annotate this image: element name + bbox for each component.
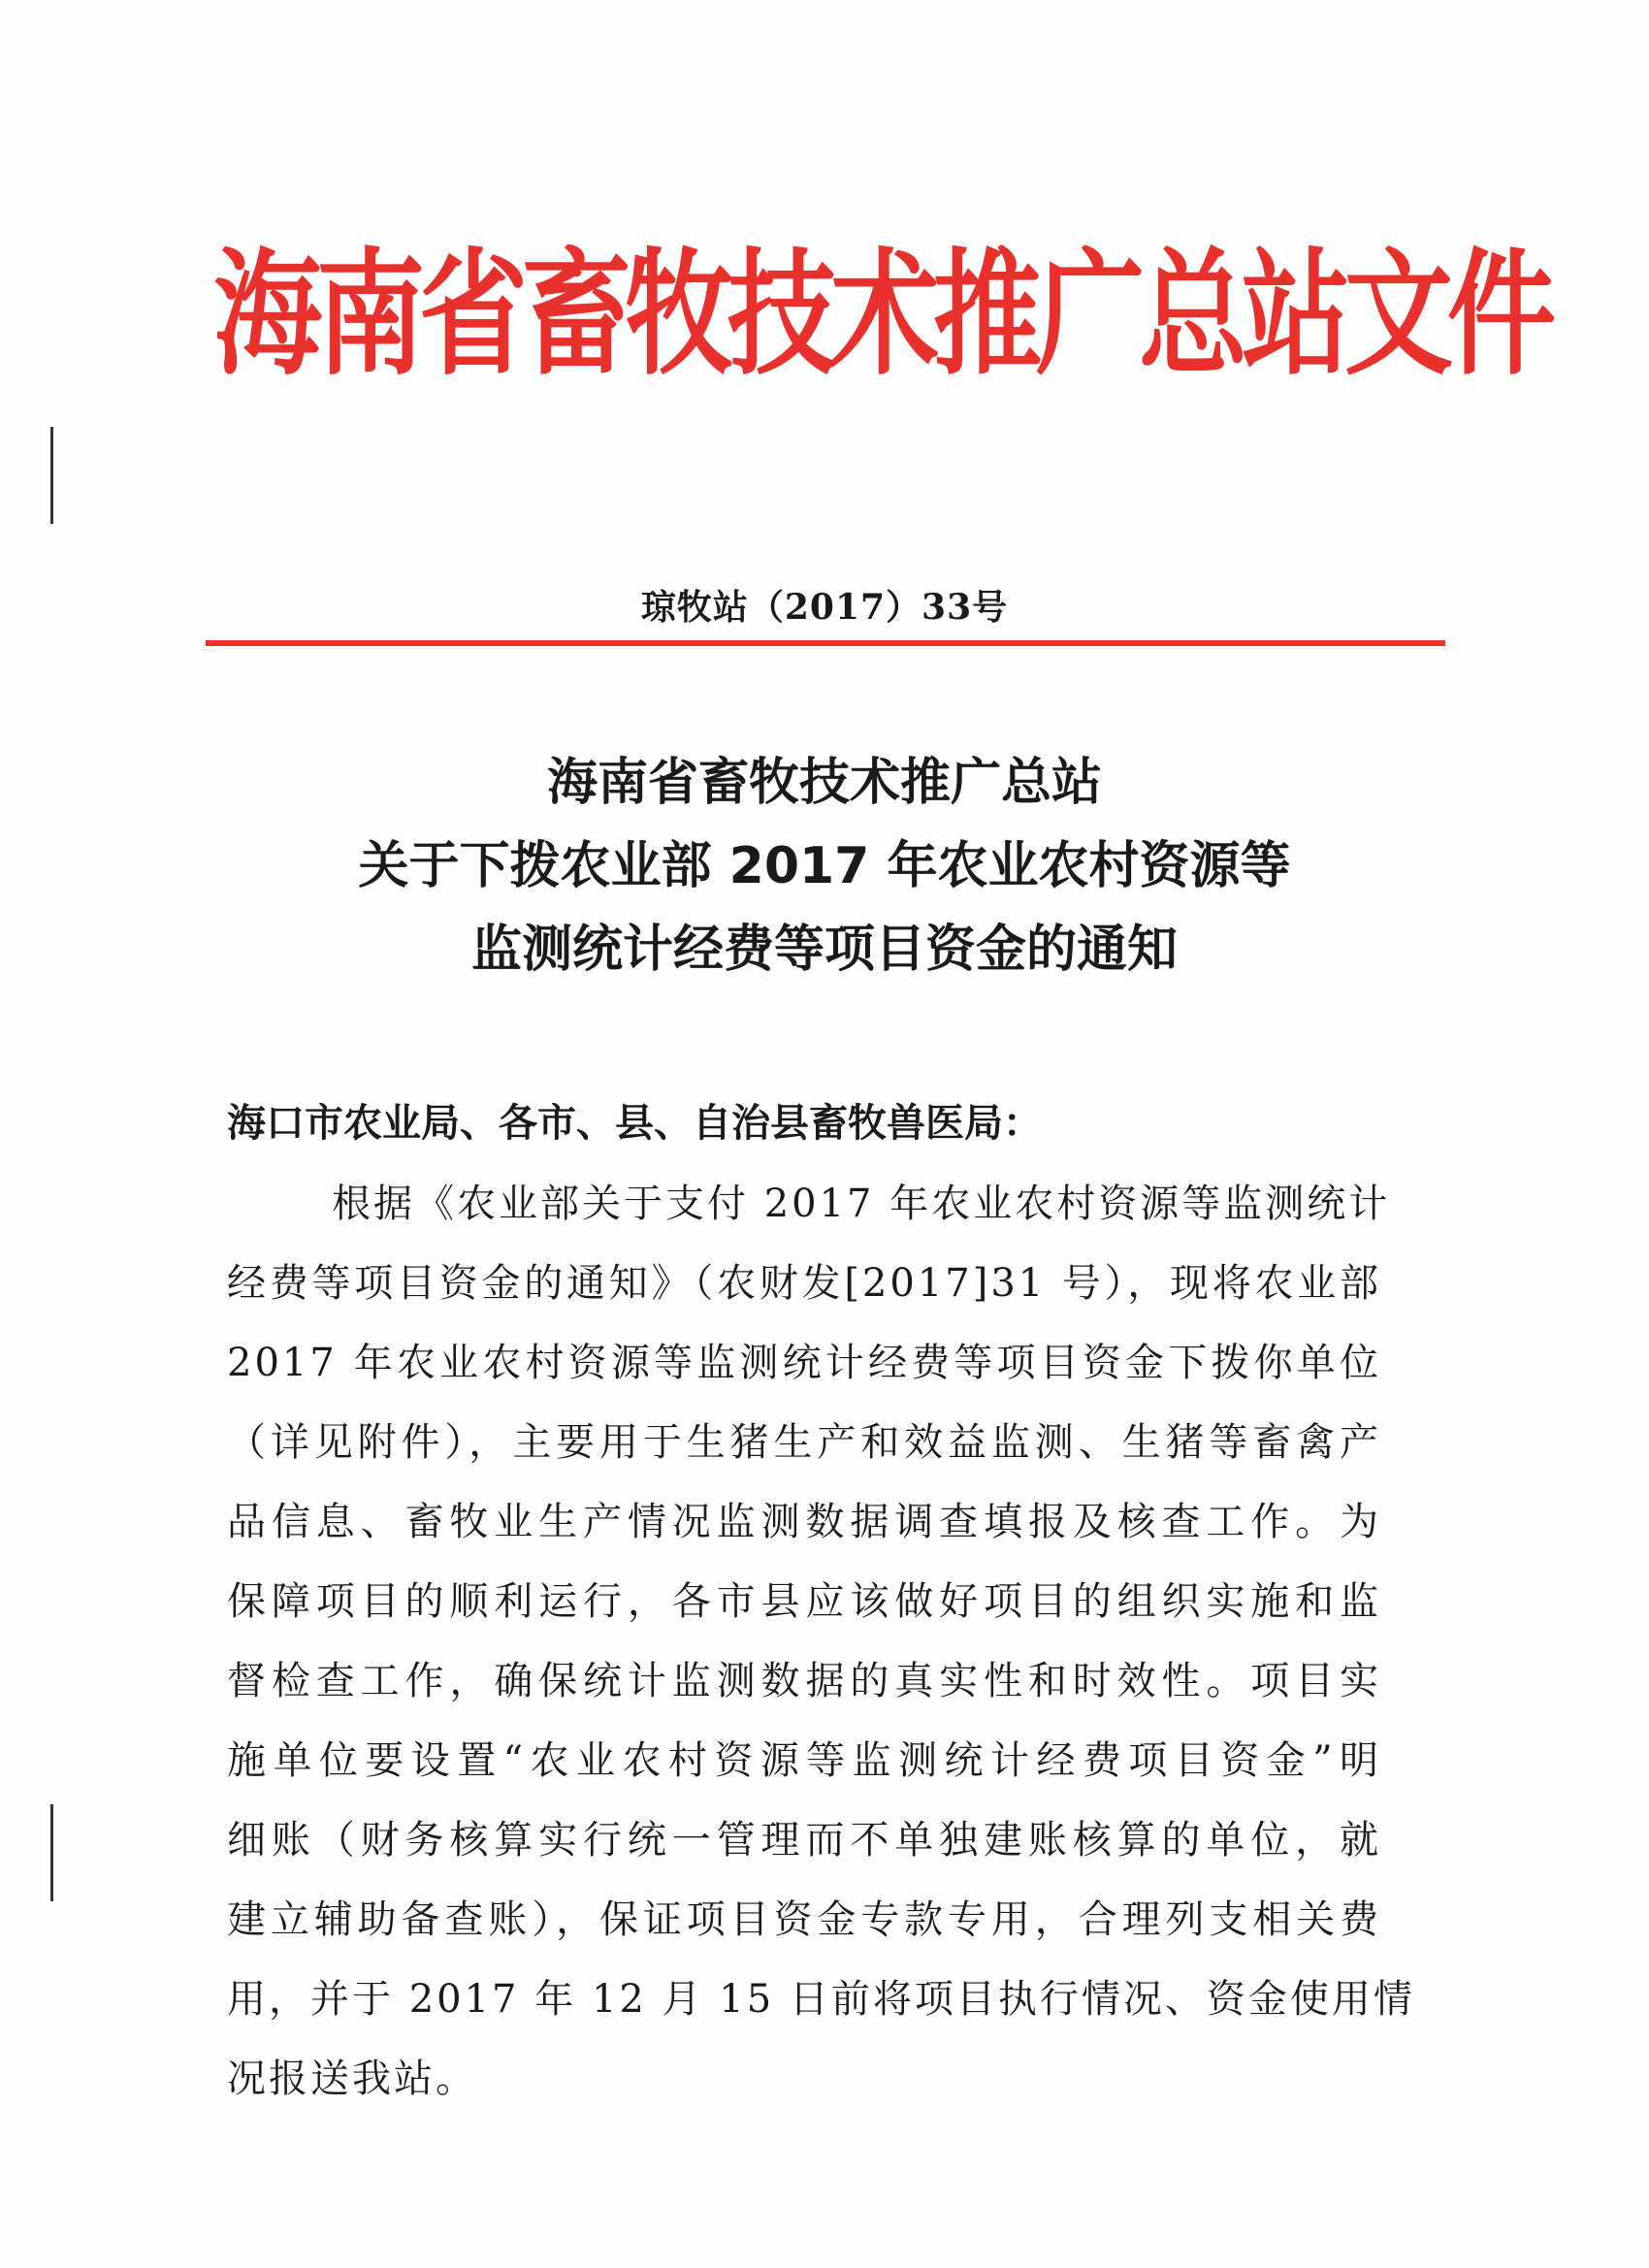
notice-title: [0, 741, 1649, 991]
title-line-1: 海南省畜牧技术推广总站: [546, 754, 1102, 812]
binding-mark: [50, 1804, 53, 1901]
body-line: 经费等项目资金的通知》（农财发[2017]31 号），现将农业部: [227, 1261, 1381, 1306]
red-divider: [206, 640, 1445, 646]
title-line-3: 监测统计经费等项目资金的通知: [470, 921, 1178, 979]
binding-mark: [50, 427, 53, 524]
body-line: 况报送我站。: [227, 2057, 477, 2101]
body-line: 督检查工作，确保统计监测数据的真实性和时效性。项目实: [227, 1659, 1381, 1703]
body-line: 品信息、畜牧业生产情况监测数据调查填报及核查工作。为: [227, 1500, 1381, 1544]
title-line-2: 关于下拨农业部 2017 年农业农村资源等: [358, 837, 1291, 895]
body-line: 施单位要设置“农业农村资源等监测统计经费项目资金”明: [227, 1738, 1381, 1783]
salutation: 海口市农业局、各市、县、自治县畜牧兽医局：: [227, 1101, 1042, 1146]
body-line: 2017 年农业农村资源等监测统计经费等项目资金下拨你单位: [227, 1341, 1381, 1385]
body-line: 保障项目的顺利运行，各市县应该做好项目的组织实施和监: [227, 1579, 1381, 1624]
body-line: 建立辅助备查账），保证项目资金专款专用，合理列支相关费: [227, 1897, 1381, 1942]
body-paragraph: [227, 1164, 1415, 2119]
document-number: 琼牧站（2017）33号: [640, 587, 1009, 628]
body-line: 用，并于 2017 年 12 月 15 日前将项目执行情况、资金使用情: [227, 1977, 1415, 2022]
letterhead-title: 海南省畜牧技术推广总站文件: [213, 236, 1550, 395]
body-line: 根据《农业部关于支付 2017 年农业农村资源等监测统计: [332, 1182, 1391, 1226]
body-line: （详见附件），主要用于生猪生产和效益监测、生猪等畜禽产: [227, 1420, 1381, 1465]
body-line: 细账（财务核算实行统一管理而不单独建账核算的单位，就: [227, 1818, 1381, 1863]
